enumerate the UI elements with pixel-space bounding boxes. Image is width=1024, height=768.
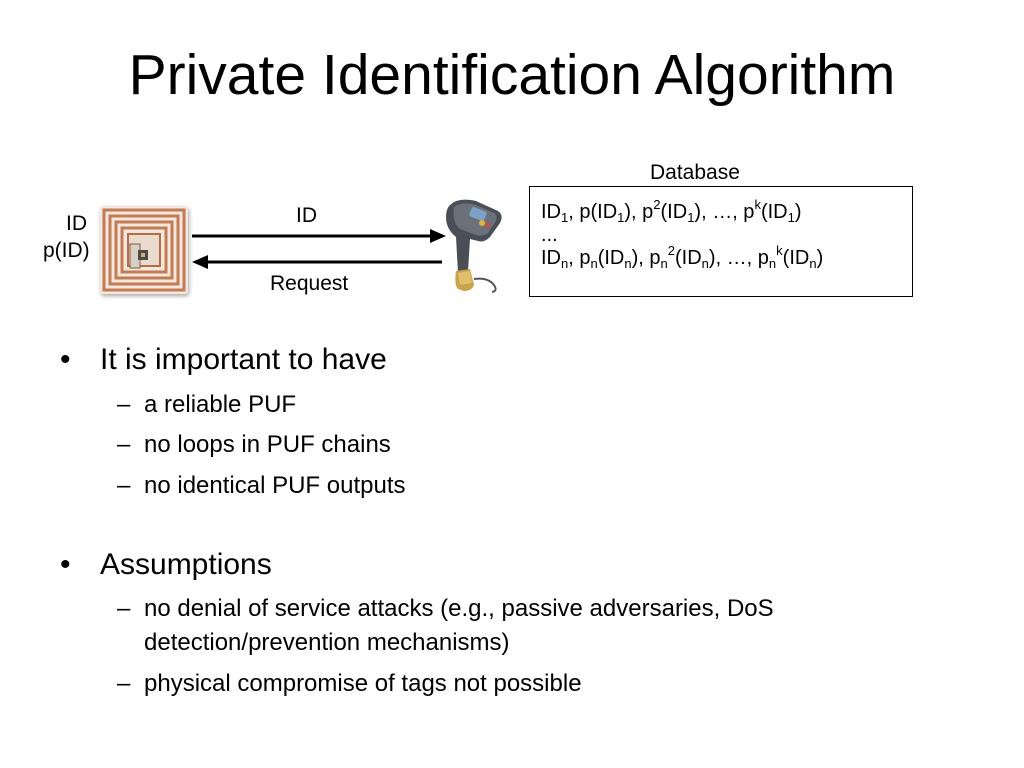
db-text: (ID (597, 247, 625, 269)
sub-bullet-dash: – (117, 670, 131, 697)
database-entry-first (541, 197, 912, 225)
bullet-text: Assumptions (100, 548, 272, 581)
database-box (529, 186, 913, 297)
db-subscript: n (768, 256, 777, 271)
bullet-l1-assumptions (60, 547, 272, 583)
db-text: (ID (760, 201, 788, 223)
db-supscript: 2 (653, 197, 661, 212)
db-text: , p (568, 247, 591, 269)
sub-bullet-dash: – (117, 391, 131, 418)
sub-bullet-text: no identical PUF outputs (144, 472, 406, 499)
db-text: (ID (660, 201, 688, 223)
db-text: ), …, p (708, 247, 769, 269)
bullet-dot: • (60, 548, 71, 581)
db-text: ), p (631, 247, 661, 269)
db-supscript: k (754, 197, 761, 212)
db-subscript: n (624, 256, 632, 271)
db-text: (ID (675, 247, 702, 269)
db-subscript: 1 (617, 210, 625, 225)
arrows-diagram (190, 222, 448, 274)
tag-pid-label: p(ID) (43, 239, 90, 262)
database-label: Database (650, 161, 740, 184)
db-subscript: n (561, 256, 569, 271)
tag-id-label: ID (66, 212, 87, 235)
slide-title: Private Identification Algorithm (128, 43, 896, 107)
sub-bullet-dash: – (117, 431, 131, 458)
bullet-dot: • (60, 343, 71, 376)
db-subscript: n (701, 256, 709, 271)
sub-bullet-text: no denial of service attacks (e.g., passive adversaries, DoS detection/prevention mechanisms) (144, 595, 774, 656)
rfid-tag-icon (100, 206, 188, 294)
database-entry-ellipsis (541, 224, 912, 247)
sub-bullet-text: no loops in PUF chains (144, 431, 391, 458)
sub-bullet (117, 469, 917, 503)
db-subscript: n (590, 256, 598, 271)
sub-bullet (117, 667, 917, 701)
database-entry-last (541, 243, 912, 271)
db-subscript: n (809, 256, 817, 271)
sub-bullet-dash: – (117, 472, 131, 499)
sub-bullet (117, 388, 917, 422)
db-text: (ID (782, 247, 810, 269)
sub-bullet-dash: – (117, 595, 131, 622)
db-subscript: 1 (787, 210, 795, 225)
arrow-back-head (192, 255, 208, 269)
db-subscript: 1 (561, 210, 569, 225)
db-text: ID (541, 201, 561, 223)
db-text: ), p (624, 201, 654, 223)
db-text: ) (816, 247, 824, 269)
sub-bullet (117, 592, 917, 660)
db-text: ... (541, 224, 558, 246)
bullet-text: It is important to have (100, 343, 387, 376)
db-subscript: 1 (687, 210, 695, 225)
db-supscript: 2 (667, 243, 675, 258)
db-supscript: k (776, 243, 783, 258)
db-subscript: n (660, 256, 668, 271)
db-text: ) (794, 201, 802, 223)
sub-bullet-text: a reliable PUF (144, 391, 297, 418)
sub-bullet (117, 428, 917, 462)
db-text: ), …, p (694, 201, 755, 223)
arrow-back-label: Request (270, 272, 349, 295)
barcode-scanner-icon (436, 193, 506, 293)
db-text: , p(ID (568, 201, 618, 223)
sub-bullet-text: physical compromise of tags not possible (144, 670, 582, 697)
db-text: ID (541, 247, 561, 269)
bullet-l1-important (60, 342, 387, 378)
arrow-forward-label: ID (296, 204, 317, 227)
